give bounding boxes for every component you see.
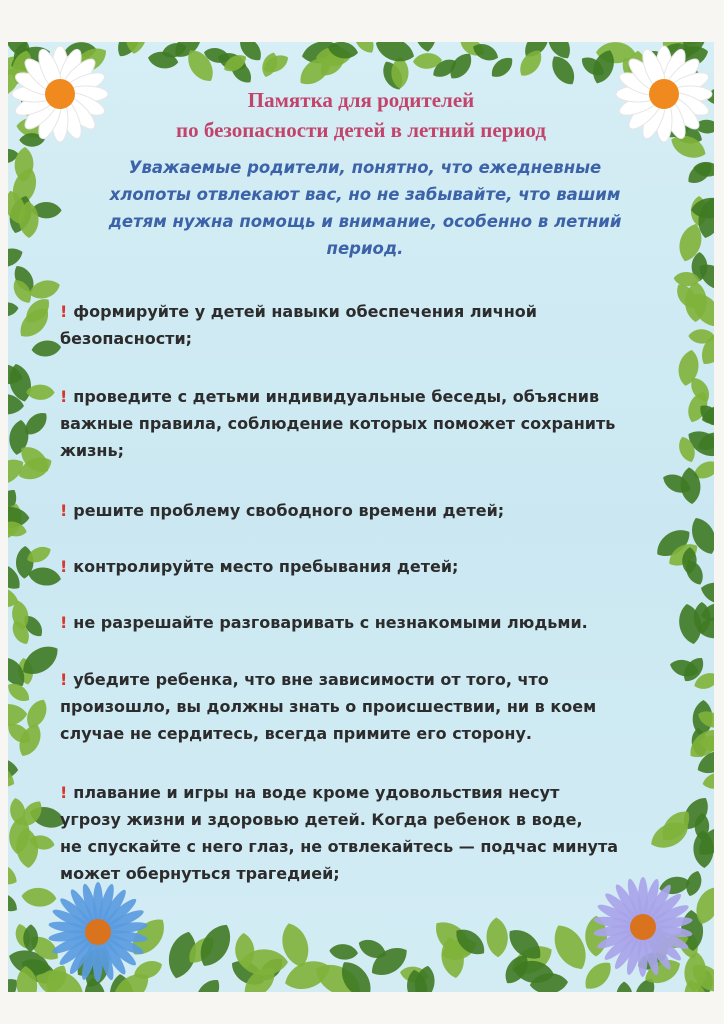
leaf-shape: [8, 703, 28, 727]
flower-center: [630, 914, 656, 940]
leaf-shape: [31, 339, 62, 358]
leaf-shape: [616, 981, 633, 992]
leaf-shape: [329, 943, 359, 961]
intro-line: детям нужна помощь и внимание, особенно в летний: [108, 212, 622, 231]
exclamation-mark: !: [60, 783, 68, 802]
exclamation-mark: !: [60, 302, 68, 321]
advice-item: ! убедите ребенка, что вне зависимости от того, что произошло, вы должны знать о происшествии, ни в коем случае не сердитесь, всегда примите его сторону.: [60, 670, 597, 743]
leaf-shape: [579, 957, 616, 992]
leaf-shape: [191, 975, 225, 992]
exclamation-mark: !: [60, 613, 68, 632]
flower-center: [85, 919, 111, 945]
leaf-shape: [8, 888, 21, 915]
advice-item: ! решите проблему свободного времени детей;: [60, 501, 505, 520]
leaf-shape: [8, 857, 21, 890]
poster-title-line-2: по безопасности детей в летний период: [176, 118, 546, 142]
advice-item: ! формируйте у детей навыки обеспечения личной безопасности;: [60, 302, 537, 348]
leaf-shape: [412, 42, 438, 53]
exclamation-mark: !: [60, 501, 68, 520]
advice-item: ! контролируйте место пребывания детей;: [60, 557, 459, 576]
intro-line: хлопоты отвлекают вас, но не забывайте, что вашим: [109, 185, 621, 204]
leaf-shape: [8, 301, 19, 318]
poster-sheet: [8, 42, 714, 992]
exclamation-mark: !: [60, 387, 68, 406]
exclamation-mark: !: [60, 670, 68, 689]
leaf-shape: [21, 887, 57, 908]
intro-line: Уважаемые родители, понятно, что ежедневные: [128, 158, 602, 177]
advice-item: ! плавание и игры на воде кроме удовольствия несут угрозу жизни и здоровью детей. Когда ребенок в воде, не спускайте с него глаз, не отвлекайтесь — подчас минута может обернуться трагедией;: [60, 783, 619, 883]
poster-title-line-1: Памятка для родителей: [247, 88, 475, 112]
advice-item: ! проведите с детьми индивидуальные беседы, объяснив важные правила, соблюдение которых поможет сохранить жизнь;: [60, 387, 616, 460]
leaf-shape: [547, 919, 594, 975]
intro-line: период.: [326, 239, 404, 258]
leaf-shape: [486, 917, 509, 958]
advice-item: ! не разрешайте разговаривать с незнакомыми людьми.: [60, 613, 588, 632]
exclamation-mark: !: [60, 557, 68, 576]
intro-paragraph: [70, 154, 660, 262]
